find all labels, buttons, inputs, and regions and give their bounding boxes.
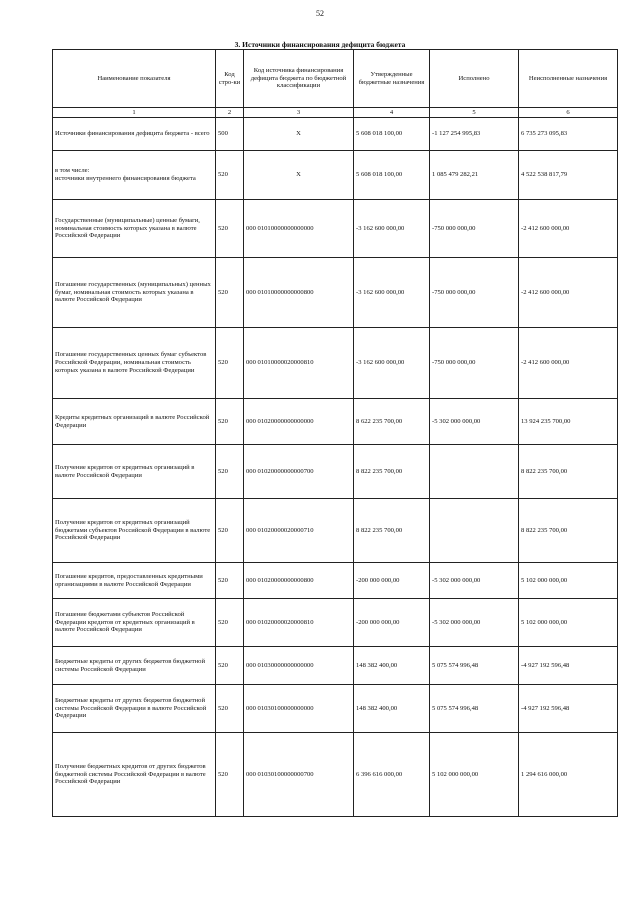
row-executed: -5 302 000 000,00 [430, 563, 519, 599]
row-executed: 1 085 479 282,21 [430, 151, 519, 200]
row-line-code: 520 [216, 499, 244, 563]
row-name: Источники финансирования дефицита бюджета - всего [53, 118, 216, 151]
header-approved: Утвержденные бюджетные назначения [354, 50, 430, 108]
row-approved: 5 608 018 100,00 [354, 151, 430, 200]
table-row [53, 599, 618, 647]
row-unexecuted: 13 924 235 700,00 [519, 399, 618, 445]
row-approved: 8 822 235 700,00 [354, 499, 430, 563]
row-name: Государственные (муниципальные) ценные бумаги, номинальная стоимость которых указана в валюте Российской Федерации [53, 200, 216, 258]
row-source-code: 000 01010000000000800 [244, 258, 354, 328]
row-line-code: 520 [216, 258, 244, 328]
row-executed: -1 127 254 995,83 [430, 118, 519, 151]
row-line-code: 520 [216, 685, 244, 733]
table-row [53, 685, 618, 733]
row-executed [430, 499, 519, 563]
row-unexecuted: -2 412 600 000,00 [519, 328, 618, 399]
row-approved: 6 396 616 000,00 [354, 733, 430, 817]
row-name: Получение кредитов от кредитных организаций в валюте Российской Федерации [53, 445, 216, 499]
table-row [53, 647, 618, 685]
row-executed [430, 445, 519, 499]
row-name: Погашение государственных (муниципальных) ценных бумаг, номинальная стоимость которых указана в валюте Российской Федерации [53, 258, 216, 328]
column-number: 6 [519, 108, 618, 118]
row-line-code: 520 [216, 200, 244, 258]
row-unexecuted: 5 102 000 000,00 [519, 599, 618, 647]
table-row [53, 258, 618, 328]
row-source-code: 000 01030000000000000 [244, 647, 354, 685]
row-approved: -3 162 600 000,00 [354, 200, 430, 258]
row-source-code: 000 01020000000000800 [244, 563, 354, 599]
row-source-code: 000 01010000020000810 [244, 328, 354, 399]
row-source-code: 000 01030100000000000 [244, 685, 354, 733]
row-line-code: 520 [216, 647, 244, 685]
table-row [53, 445, 618, 499]
row-executed: -750 000 000,00 [430, 258, 519, 328]
row-source-code: Х [244, 118, 354, 151]
row-name: Погашение бюджетами субъектов Российской Федерации кредитов от кредитных организаций в валюте Российской Федерации [53, 599, 216, 647]
row-source-code: 000 01020000000000000 [244, 399, 354, 445]
row-executed: 5 102 000 000,00 [430, 733, 519, 817]
table-row [53, 733, 618, 817]
row-unexecuted: 1 294 616 000,00 [519, 733, 618, 817]
row-unexecuted: -2 412 600 000,00 [519, 258, 618, 328]
section-title: 3. Источники финансирования дефицита бюджета [234, 40, 406, 49]
header-unexecuted: Неисполненные назначения [519, 50, 618, 108]
row-approved: -3 162 600 000,00 [354, 328, 430, 399]
row-source-code: 000 01020000000000700 [244, 445, 354, 499]
row-name: в том числе: источники внутреннего финансирования бюджета [53, 151, 216, 200]
row-line-code: 520 [216, 445, 244, 499]
column-number: 2 [216, 108, 244, 118]
row-executed: -750 000 000,00 [430, 328, 519, 399]
row-line-code: 520 [216, 151, 244, 200]
table-row [53, 328, 618, 399]
column-number: 4 [354, 108, 430, 118]
row-executed: -5 302 000 000,00 [430, 599, 519, 647]
row-unexecuted: -4 927 192 596,48 [519, 647, 618, 685]
page-number: 52 [316, 9, 324, 18]
header-line-code: Код стро-ки [216, 50, 244, 108]
row-unexecuted: 8 822 235 700,00 [519, 445, 618, 499]
row-name: Погашение государственных ценных бумаг субъектов Российской Федерации, номинальная стоимость которых указана в валюте Российской Федерации [53, 328, 216, 399]
row-approved: 8 622 235 700,00 [354, 399, 430, 445]
header-name: Наименование показателя [53, 50, 216, 108]
table-row [53, 399, 618, 445]
row-name: Бюджетные кредиты от других бюджетов бюджетной системы Российской Федерации в валюте Российской Федерации [53, 685, 216, 733]
table-row [53, 563, 618, 599]
row-source-code: 000 01010000000000000 [244, 200, 354, 258]
row-name: Кредиты кредитных организаций в валюте Российской Федерации [53, 399, 216, 445]
header-executed: Исполнено [430, 50, 519, 108]
row-line-code: 520 [216, 733, 244, 817]
row-unexecuted: 4 522 538 817,79 [519, 151, 618, 200]
row-approved: 5 608 018 100,00 [354, 118, 430, 151]
row-source-code: Х [244, 151, 354, 200]
row-unexecuted: -2 412 600 000,00 [519, 200, 618, 258]
row-executed: 5 075 574 996,48 [430, 647, 519, 685]
column-number-row [53, 108, 618, 118]
row-approved: -3 162 600 000,00 [354, 258, 430, 328]
column-number: 5 [430, 108, 519, 118]
row-approved: -200 000 000,00 [354, 599, 430, 647]
row-unexecuted: 6 735 273 095,83 [519, 118, 618, 151]
row-line-code: 520 [216, 599, 244, 647]
row-executed: -5 302 000 000,00 [430, 399, 519, 445]
row-executed: -750 000 000,00 [430, 200, 519, 258]
table-row [53, 499, 618, 563]
table-row [53, 118, 618, 151]
column-number: 3 [244, 108, 354, 118]
row-unexecuted: 5 102 000 000,00 [519, 563, 618, 599]
header-row [53, 50, 618, 108]
column-number: 1 [53, 108, 216, 118]
row-approved: 148 382 400,00 [354, 685, 430, 733]
table-row [53, 200, 618, 258]
row-line-code: 520 [216, 563, 244, 599]
table-row [53, 151, 618, 200]
row-line-code: 520 [216, 399, 244, 445]
row-approved: 8 822 235 700,00 [354, 445, 430, 499]
row-name: Получение кредитов от кредитных организаций бюджетами субъектов Российской Федерации в валюте Российской Федерации [53, 499, 216, 563]
row-unexecuted: -4 927 192 596,48 [519, 685, 618, 733]
row-source-code: 000 01020000020000710 [244, 499, 354, 563]
header-source-code: Код источника финансирования дефицита бюджета по бюджетной классификации [244, 50, 354, 108]
row-executed: 5 075 574 996,48 [430, 685, 519, 733]
row-unexecuted: 8 822 235 700,00 [519, 499, 618, 563]
row-name: Бюджетные кредиты от других бюджетов бюджетной системы Российской Федерации [53, 647, 216, 685]
row-source-code: 000 01030100000000700 [244, 733, 354, 817]
row-approved: -200 000 000,00 [354, 563, 430, 599]
financing-sources-table [52, 49, 618, 817]
row-line-code: 500 [216, 118, 244, 151]
row-name: Получение бюджетных кредитов от других бюджетов бюджетной системы Российской Федерации в валюте Российской Федерации [53, 733, 216, 817]
row-line-code: 520 [216, 328, 244, 399]
row-source-code: 000 01020000020000810 [244, 599, 354, 647]
row-name: Погашение кредитов, предоставленных кредитными организациями в валюте Российской Федерации [53, 563, 216, 599]
row-approved: 148 382 400,00 [354, 647, 430, 685]
